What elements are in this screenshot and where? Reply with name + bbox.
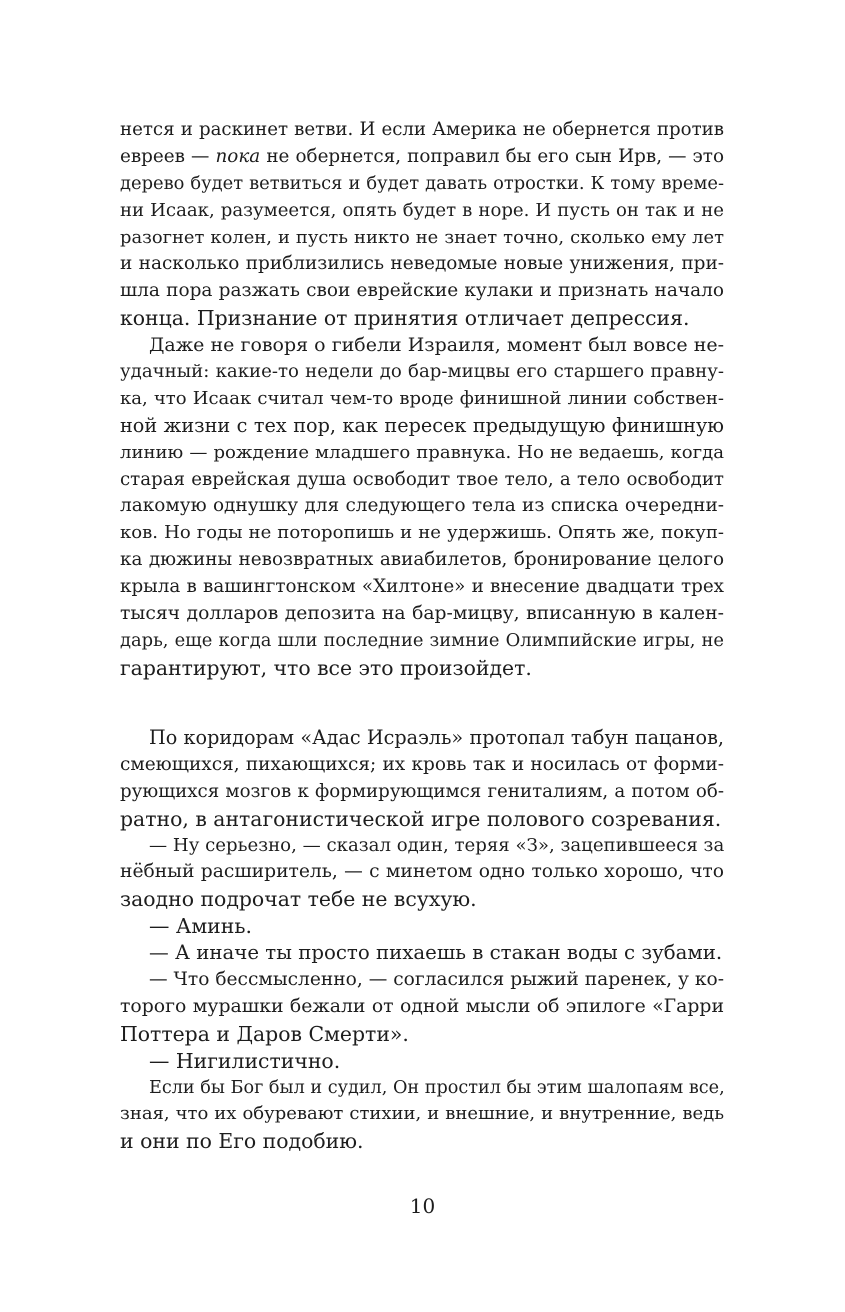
text-line: [120, 601, 724, 628]
text-segment: евреев —: [120, 145, 216, 167]
text-segment: Даже не говоря о гибели Израиля, момент был вовсе не-: [149, 334, 724, 357]
text-line: [120, 251, 724, 278]
text-segment: дерево будет ветвиться и будет давать отростки. К тому време-: [120, 172, 724, 194]
text-line: [120, 913, 724, 940]
text-segment: заодно подрочат тебе не всухую.: [120, 887, 477, 912]
text-line: [120, 547, 724, 574]
text-segment: Если бы Бог был и судил, Он простил бы этим шалопаям все,: [149, 1077, 725, 1098]
text-segment: старая еврейская душа освободит твое тело, а тело освободит: [120, 468, 724, 490]
text-segment: — Ну серьезно, — сказал один, теряя «З», зацепившееся за: [149, 834, 725, 856]
text-line: [120, 779, 724, 806]
text-line: [120, 833, 724, 860]
text-line: [120, 493, 724, 520]
text-line: [120, 198, 724, 225]
text-line: [120, 171, 724, 198]
text-segment: и насколько приблизились неведомые новые унижения, при-: [120, 253, 724, 275]
text-segment: разогнет колен, и пусть никто не знает точно, сколько ему лет: [120, 226, 724, 248]
text-line: [120, 752, 724, 779]
text-segment: нёбный расширитель, — с минетом одно только хорошо, что: [120, 861, 724, 883]
text-line: [120, 1101, 724, 1128]
text-line: [120, 332, 724, 359]
text-segment: тысяч долларов депозита на бар-мицву, вписанную в кален-: [120, 603, 724, 625]
text-line: [120, 859, 724, 886]
text-segment: шла пора разжать свои еврейские кулаки и признать начало: [120, 280, 724, 302]
text-segment: ной жизни с тех пор, как пересек предыдущую финишную: [120, 413, 724, 437]
text-segment: рующихся мозгов к формирующимся гениталиям, а потом об-: [120, 780, 724, 802]
text-segment: конца. Признание от принятия отличает депрессия.: [120, 306, 690, 331]
text-line: [120, 725, 724, 752]
text-line: [120, 225, 724, 252]
text-segment: крыла в вашингтонском «Хилтоне» и внесение двадцати трех: [120, 576, 724, 598]
text-segment: Поттера и Даров Смерти».: [120, 1021, 409, 1046]
text-line: [120, 1021, 724, 1048]
text-line: [120, 467, 724, 494]
text-segment: лакомую однушку для следующего тела из списка очередни-: [120, 495, 724, 517]
text-segment: зная, что их обуревают стихии, и внешние, и внутренние, ведь: [120, 1103, 724, 1125]
text-line: [120, 628, 724, 655]
text-line: [120, 359, 724, 386]
text-segment: — Нигилистично.: [149, 1048, 341, 1073]
text-segment: торого мурашки бежали от одной мысли об эпилоге «Гарри: [120, 995, 724, 1017]
text-segment: не обернется, поправил бы его сын Ирв, — это: [260, 145, 724, 167]
text-line: [120, 413, 724, 440]
text-segment: и они по Его подобию.: [120, 1129, 364, 1154]
text-segment: удачный: какие-то недели до бар-мицвы его старшего правну-: [120, 361, 724, 383]
text-segment: ков. Но годы не поторопишь и не удержишь. Опять же, покуп-: [120, 522, 724, 544]
text-line: [120, 278, 724, 305]
text-segment: — Аминь.: [149, 914, 252, 939]
text-segment: — Что бессмысленно, — согласился рыжий паренек, у ко-: [149, 969, 724, 991]
text-line: [120, 655, 724, 682]
text-line: [120, 967, 724, 994]
text-line: [120, 1075, 724, 1102]
text-segment: — А иначе ты просто пихаешь в стакан воды с зубами.: [149, 941, 723, 965]
text-segment: ни Исаак, разумеется, опять будет в норе. И пусть он так и не: [120, 199, 724, 221]
text-segment: линию — рождение младшего правнука. Но не ведаешь, когда: [120, 441, 724, 463]
text-segment: ка, что Исаак считал чем-то вроде финишной линии собствен-: [120, 387, 724, 409]
text-line: [120, 574, 724, 601]
text-segment: гарантируют, что все это произойдет.: [120, 655, 532, 680]
text-segment: ка дюжины невозвратных авиабилетов, бронирование целого: [120, 549, 724, 571]
text-line: [120, 940, 724, 967]
text-line: [120, 386, 724, 413]
text-line: [120, 806, 724, 833]
text-block-main: [120, 117, 724, 682]
text-line: [120, 440, 724, 467]
text-line: [120, 1048, 724, 1075]
text-segment: дарь, еще когда шли последние зимние Олимпийские игры, не: [120, 629, 724, 651]
text-segment: нется и раскинет ветви. И если Америка не обернется против: [120, 119, 724, 140]
text-block-dialogue-scene: [120, 725, 724, 1155]
text-line: [120, 117, 724, 144]
text-line: [120, 994, 724, 1021]
text-line: [120, 144, 724, 171]
text-segment: По коридорам «Адас Исраэль» протопал табун пацанов,: [149, 726, 724, 749]
text-segment: ратно, в антагонистической игре полового созревания.: [120, 806, 722, 831]
text-line: [120, 520, 724, 547]
page-number: 10: [409, 1194, 436, 1218]
italic-text-segment: пока: [215, 145, 261, 167]
text-line: [120, 886, 724, 913]
text-line: [120, 305, 724, 332]
text-segment: смеющихся, пихающихся; их кровь так и носилась от форми-: [120, 753, 724, 775]
text-line: [120, 1128, 724, 1155]
